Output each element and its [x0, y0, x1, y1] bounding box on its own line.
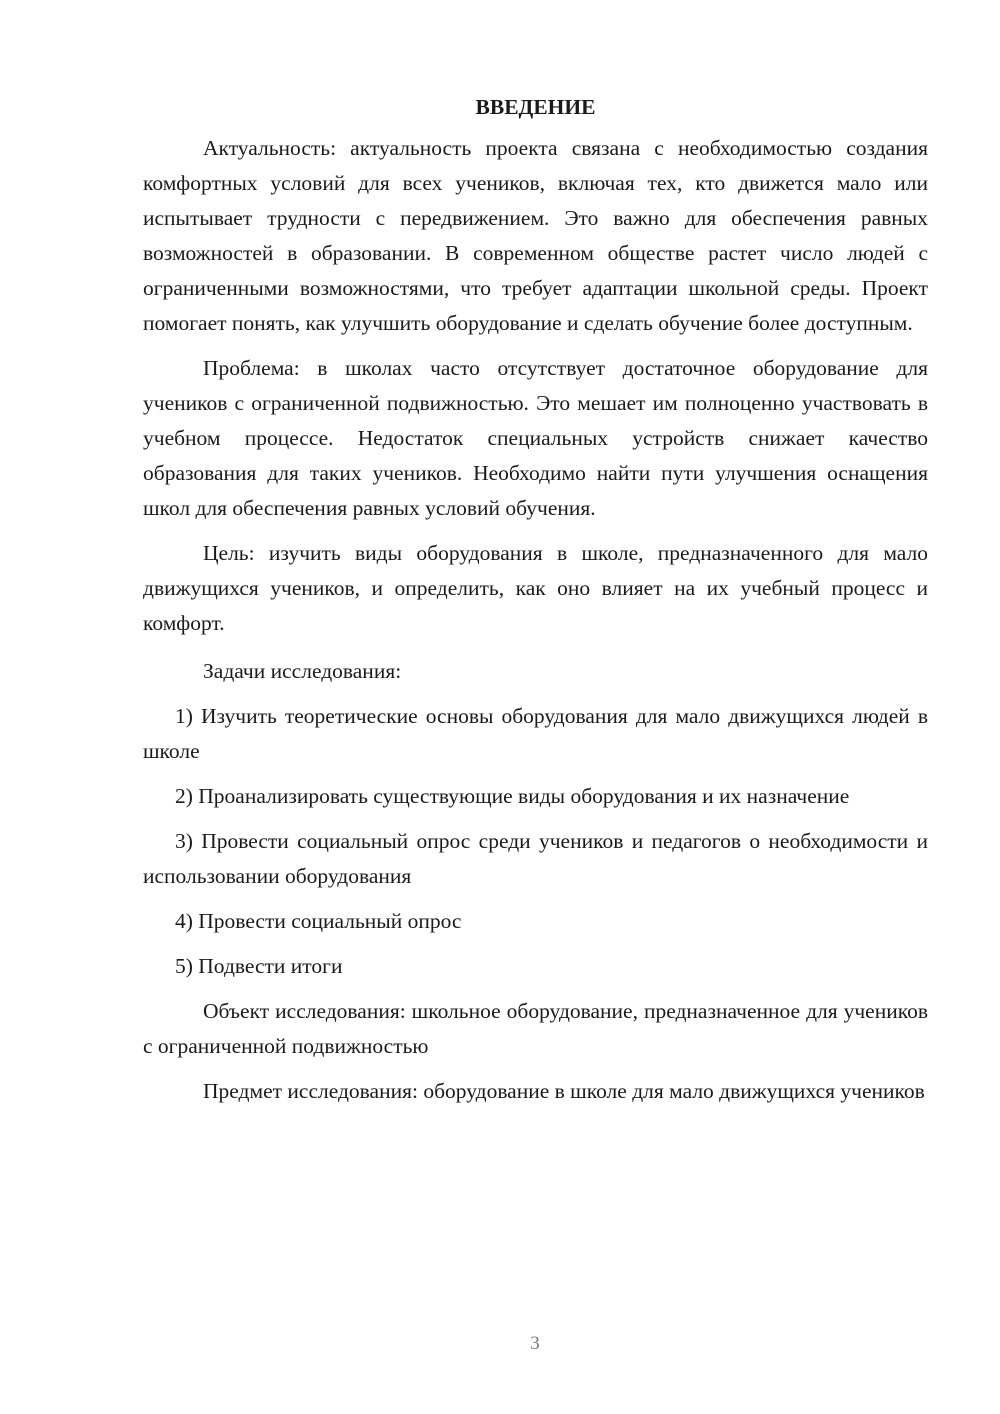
task-item-3: 3) Провести социальный опрос среди учеников и педагогов о необходимости и использовании оборудования [143, 829, 928, 888]
task-item-2: 2) Проанализировать существующие виды оборудования и их назначение [175, 784, 850, 808]
research-subject-paragraph: Предмет исследования: оборудование в школе для мало движущихся учеников [203, 1079, 925, 1103]
task-item-1: 1) Изучить теоретические основы оборудования для мало движущихся людей в школе [143, 704, 928, 763]
goal-paragraph: Цель: изучить виды оборудования в школе, предназначенного для мало движущихся учеников, и определить, как оно влияет на их учебный процесс и комфорт. [143, 541, 928, 635]
task-item-4: 4) Провести социальный опрос [175, 909, 462, 933]
page-number: 3 [530, 1333, 540, 1354]
section-title: ВВЕДЕНИЕ [475, 95, 596, 119]
page-content [143, 90, 928, 1109]
research-object-paragraph: Объект исследования: школьное оборудование, предназначенное для учеников с ограниченной подвижностью [143, 999, 928, 1058]
task-item-5: 5) Подвести итоги [175, 954, 343, 978]
relevance-paragraph: Актуальность: актуальность проекта связана с необходимостью создания комфортных условий для всех учеников, включая тех, кто движется мало или испытывает трудности с передвижением. Это важно для обеспечения равных возможностей в образовании. В современном обществе растет число людей с ограниченными возможностями, что требует адаптации школьной среды. Проект помогает понять, как улучшить оборудование и сделать обучение более доступным. [143, 136, 928, 335]
problem-paragraph: Проблема: в школах часто отсутствует достаточное оборудование для учеников с ограниченной подвижностью. Это мешает им полноценно участвовать в учебном процессе. Недостаток специальных устройств снижает качество образования для таких учеников. Необходимо найти пути улучшения оснащения школ для обеспечения равных условий обучения. [143, 356, 928, 520]
tasks-heading: Задачи исследования: [203, 659, 402, 683]
